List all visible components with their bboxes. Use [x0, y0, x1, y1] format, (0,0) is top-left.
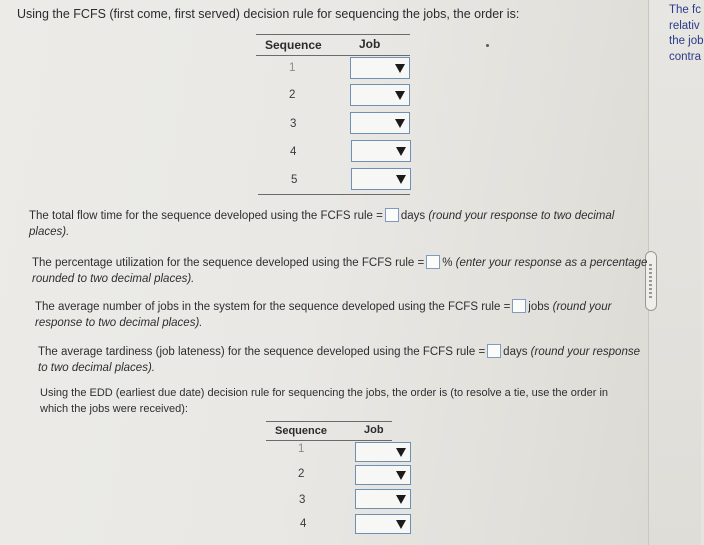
dropdown-arrow-icon [395, 64, 405, 73]
edd-job-select-1[interactable] [355, 442, 411, 462]
q2-hint-cont: rounded to two decimal places). [32, 273, 195, 285]
fcfs-job-select-2[interactable] [350, 84, 410, 106]
fcfs-sequence-number: 1 [289, 62, 296, 74]
q4-text: The average tardiness (job lateness) for the sequence developed using the FCFS rule = [38, 346, 486, 358]
edd-job-select-3[interactable] [355, 489, 411, 509]
q1-hint-cont: places). [29, 226, 70, 238]
q2-answer-input[interactable] [426, 255, 440, 269]
fcfs-job-header: Job [359, 37, 381, 51]
edd-job-select-4[interactable] [355, 514, 411, 534]
stray-dot [486, 44, 489, 47]
edd-sequence-number: 2 [298, 468, 305, 480]
q3-text: The average number of jobs in the system for the sequence developed using the FCFS rule = [35, 301, 511, 313]
dropdown-arrow-icon [396, 471, 406, 480]
fcfs-sequence-number: 2 [289, 89, 296, 101]
dropdown-arrow-icon [396, 495, 406, 504]
q1-flow-time [29, 208, 614, 240]
q1-hint: (round your response to two decimal [428, 210, 615, 222]
fcfs-sequence-number: 4 [290, 146, 297, 158]
side-text-line: the job [669, 35, 704, 47]
side-text-line: relativ [669, 19, 700, 32]
fcfs-heading: Using the FCFS (first come, first served) decision rule for sequencing the jobs, the order is: [17, 7, 520, 21]
fcfs-job-select-3[interactable] [350, 112, 410, 134]
edd-sequence-number: 3 [299, 494, 306, 506]
q3-hint-cont: response to two decimal places). [35, 317, 203, 329]
dropdown-arrow-icon [395, 119, 405, 128]
edd-heading-line: Using the EDD (earliest due date) decision rule for sequencing the jobs, the order is (to resolve a tie, use the order in [40, 387, 609, 399]
q3-unit: jobs [528, 301, 550, 313]
edd-table-header-rule [266, 440, 392, 441]
q3-avg-jobs [35, 299, 611, 331]
q2-utilization [32, 255, 647, 287]
dropdown-arrow-icon [396, 448, 406, 457]
edd-sequence-number: 4 [300, 518, 307, 530]
edd-heading [40, 385, 608, 417]
edd-table-top-rule [266, 421, 392, 422]
fcfs-sequence-header: Sequence [265, 38, 322, 52]
fcfs-sequence-number: 3 [290, 118, 297, 130]
fcfs-job-select-5[interactable] [351, 168, 411, 190]
q4-hint: (round your response [530, 346, 640, 358]
dropdown-arrow-icon [395, 91, 405, 100]
q2-text: The percentage utilization for the sequence developed using the FCFS rule = [32, 257, 425, 269]
edd-job-header: Job [364, 424, 384, 436]
fcfs-table-bottom-rule [258, 194, 410, 195]
edd-sequence-header: Sequence [275, 425, 327, 437]
grip-dots-icon [649, 264, 652, 298]
fcfs-table-header-rule [256, 55, 410, 56]
q4-unit: days [503, 346, 528, 358]
q4-answer-input[interactable] [487, 344, 501, 358]
q3-hint: (round your [552, 301, 612, 313]
edd-heading-line: which the jobs were received): [40, 403, 188, 415]
fcfs-job-select-4[interactable] [351, 140, 411, 162]
q1-answer-input[interactable] [385, 208, 399, 222]
dropdown-arrow-icon [396, 175, 406, 184]
edd-sequence-number: 1 [298, 443, 305, 455]
edd-job-select-2[interactable] [355, 465, 411, 485]
dropdown-arrow-icon [396, 520, 406, 529]
side-text-line: contra [669, 50, 701, 63]
q4-hint-cont: to two decimal places). [38, 362, 155, 374]
dropdown-arrow-icon [396, 147, 406, 156]
fcfs-job-select-1[interactable] [350, 57, 410, 79]
side-text-line: The fc [669, 4, 701, 16]
side-panel-text [669, 3, 704, 65]
q4-tardiness [38, 344, 640, 376]
fcfs-table-top-rule [256, 34, 410, 35]
q2-hint: (enter your response as a percentage [455, 257, 648, 269]
q1-unit: days [400, 210, 426, 222]
q2-unit: % [442, 257, 453, 269]
q1-text: The total flow time for the sequence developed using the FCFS rule = [29, 210, 383, 222]
q3-answer-input[interactable] [512, 299, 526, 313]
fcfs-sequence-number: 5 [291, 174, 298, 186]
